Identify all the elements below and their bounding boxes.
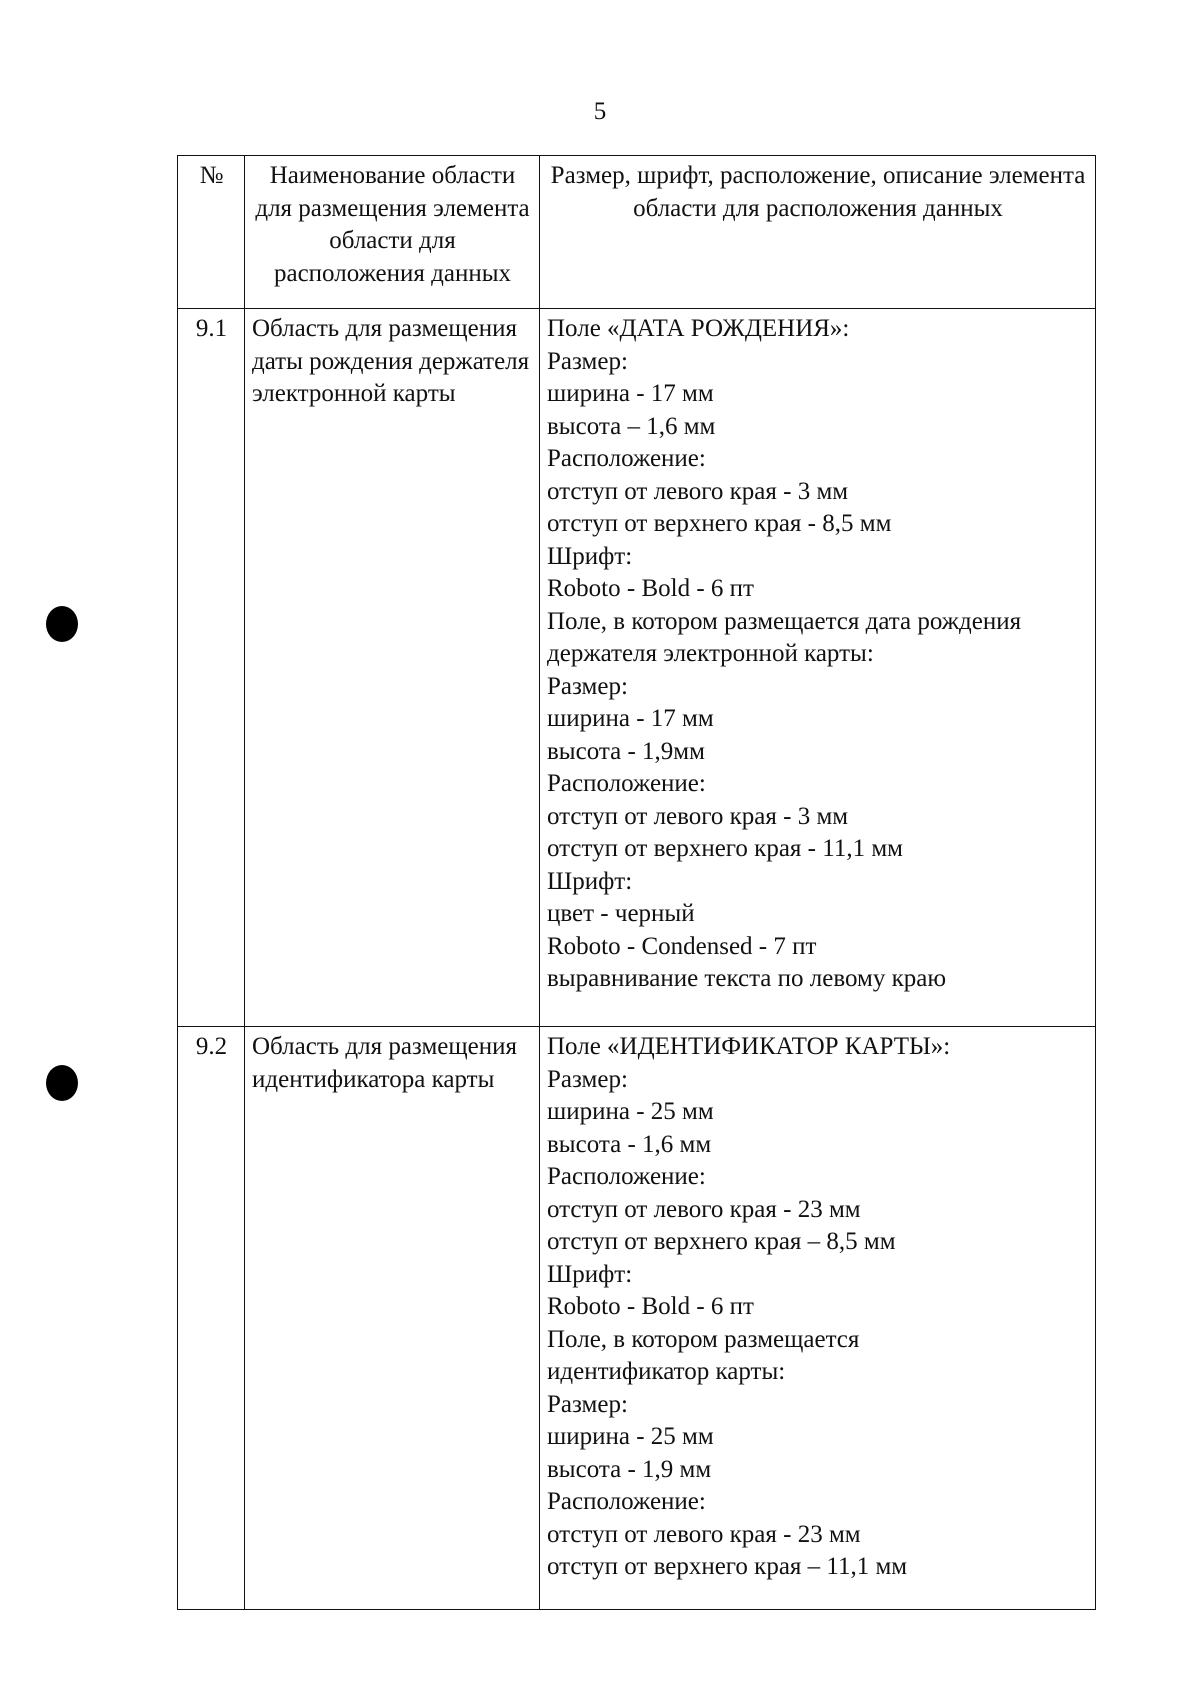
page-number: 5 bbox=[593, 98, 607, 125]
description-line: высота - 1,6 мм bbox=[547, 1130, 712, 1158]
header-area: Наименование области для размещения элемента области для расположения данных bbox=[245, 156, 540, 309]
description-line: Поле, в котором размещается bbox=[547, 1325, 860, 1353]
description-line: держателя электронной карты: bbox=[547, 640, 874, 667]
description-line: отступ от левого края - 23 мм bbox=[547, 1195, 861, 1223]
description-line: Шрифт: bbox=[547, 1260, 633, 1288]
description-line: Поле «ДАТА РОЖДЕНИЯ»: bbox=[547, 315, 850, 342]
description-line: Roboto - Condensed - 7 пт bbox=[547, 932, 817, 960]
description-line: Расположение: bbox=[547, 445, 706, 472]
description-line: Расположение: bbox=[547, 1163, 706, 1190]
description-line: Поле, в котором размещается дата рождения bbox=[547, 607, 1022, 635]
table-header-row bbox=[178, 156, 1096, 309]
row-area: Область для размещения даты рождения держателя электронной карты bbox=[245, 309, 540, 1027]
description-line: ширина - 25 мм bbox=[547, 1423, 714, 1450]
description-line: Roboto - Bold - 6 пт bbox=[547, 575, 754, 602]
description-line: отступ от левого края - 3 мм bbox=[547, 802, 849, 830]
description-line: отступ от верхнего края - 8,5 мм bbox=[547, 510, 892, 537]
description-line: отступ от верхнего края - 11,1 мм bbox=[547, 835, 903, 862]
table-row bbox=[178, 1027, 1096, 1610]
description-line: отступ от верхнего края – 8,5 мм bbox=[547, 1228, 896, 1255]
description-line: Roboto - Bold - 6 пт bbox=[547, 1293, 754, 1320]
description-line: Размер: bbox=[547, 1065, 628, 1093]
description-line: Шрифт: bbox=[547, 867, 633, 895]
description-line: идентификатор карты: bbox=[547, 1358, 786, 1385]
description-line: Шрифт: bbox=[547, 542, 633, 570]
row-description bbox=[540, 309, 1096, 1027]
description-line: Размер: bbox=[547, 1390, 628, 1418]
description-line: ширина - 25 мм bbox=[547, 1098, 714, 1125]
spec-table bbox=[177, 155, 1096, 1610]
description-line: отступ от левого края - 3 мм bbox=[547, 477, 849, 505]
description-line: Размер: bbox=[547, 347, 628, 375]
punch-hole-mark bbox=[46, 606, 78, 642]
description-line: высота - 1,9 мм bbox=[547, 1455, 712, 1483]
description-line: ширина - 17 мм bbox=[547, 380, 714, 407]
description-line: выравнивание текста по левому краю bbox=[547, 965, 946, 992]
row-number: 9.2 bbox=[178, 1027, 245, 1610]
row-description bbox=[540, 1027, 1096, 1610]
table-row bbox=[178, 309, 1096, 1027]
description-line: высота – 1,6 мм bbox=[547, 412, 716, 440]
description-line: Поле «ИДЕНТИФИКАТОР КАРТЫ»: bbox=[547, 1033, 951, 1060]
description-line: Расположение: bbox=[547, 1488, 706, 1515]
header-num: № bbox=[178, 156, 245, 309]
punch-hole-mark bbox=[46, 1065, 78, 1101]
description-line: Расположение: bbox=[547, 770, 706, 797]
description-line: цвет - черный bbox=[547, 900, 695, 927]
description-line: ширина - 17 мм bbox=[547, 705, 714, 732]
description-line: отступ от верхнего края – 11,1 мм bbox=[547, 1553, 908, 1580]
row-area: Область для размещения идентификатора карты bbox=[245, 1027, 540, 1610]
description-line: Размер: bbox=[547, 672, 628, 700]
header-description: Размер, шрифт, расположение, описание элемента области для расположения данных bbox=[540, 156, 1096, 309]
description-line: отступ от левого края - 23 мм bbox=[547, 1520, 861, 1548]
row-number: 9.1 bbox=[178, 309, 245, 1027]
description-line: высота - 1,9мм bbox=[547, 737, 705, 765]
